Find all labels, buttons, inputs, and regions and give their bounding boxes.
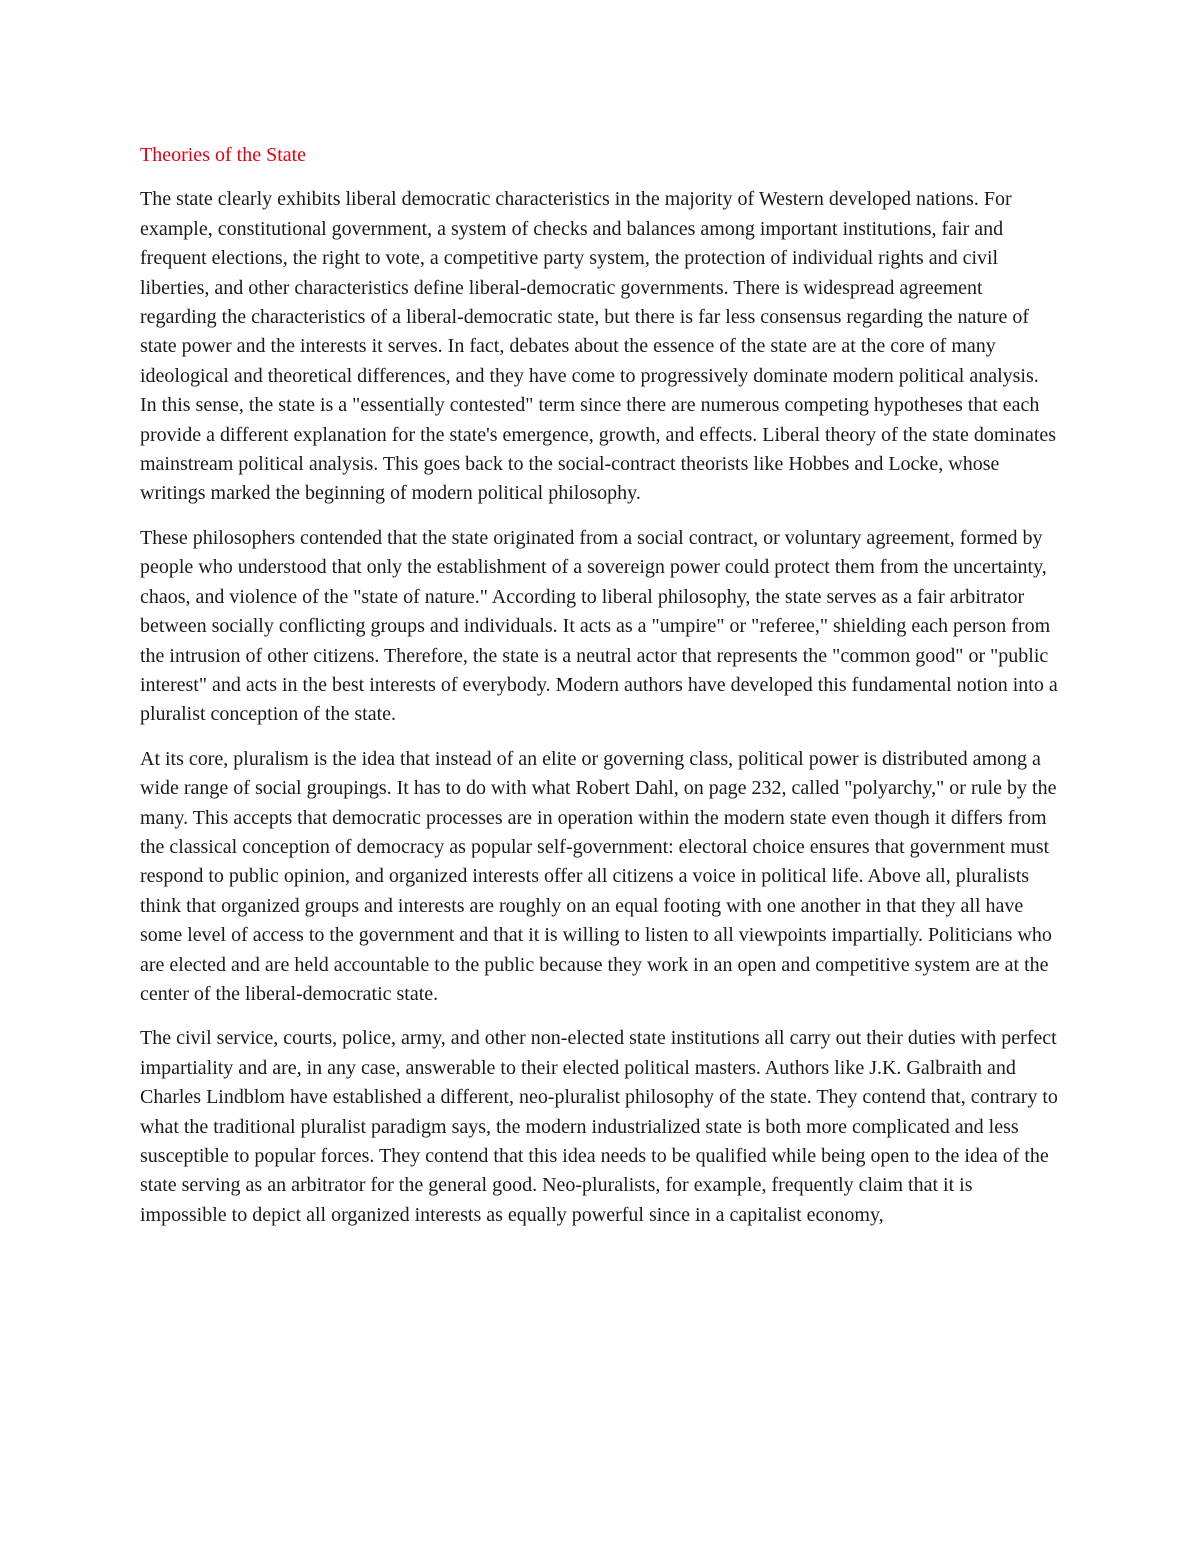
paragraph: The state clearly exhibits liberal democratic characteristics in the majority of Western developed nations. For example, constitutional government, a system of checks and balances among important institutions, fair and frequent elections, the right to vote, a competitive party system, the protection of individual rights and civil liberties, and other characteristics define liberal-democratic governments. There is widespread agreement regarding the characteristics of a liberal-democratic state, but there is far less consensus regarding the nature of state power and the interests it serves. In fact, debates about the essence of the state are at the core of many ideological and theoretical differences, and they have come to progressively dominate modern political analysis. In this sense, the state is a "essentially contested" term since there are numerous competing hypotheses that each provide a different explanation for the state's emergence, growth, and effects. Liberal theory of the state dominates mainstream political analysis. This goes back to the social-contract theorists like Hobbes and Locke, whose writings marked the beginning of modern political philosophy.	[140, 188, 1057, 505]
paragraph: At its core, pluralism is the idea that instead of an elite or governing class, political power is distributed among a wide range of social groupings. It has to do with what Robert Dahl, on page 232, called "polyarchy," or rule by the many. This accepts that democratic processes are in operation within the modern state even though it differs from the classical conception of democracy as popular self-government: electoral choice ensures that government must respond to public opinion, and organized interests offer all citizens a voice in political life. Above all, pluralists think that organized groups and interests are roughly on an equal footing with one another in that they all have some level of access to the government and that it is willing to listen to all viewpoints impartially. Politicians who are elected and are held accountable to the public because they work in an open and competitive system are at the center of the liberal-democratic state.	[140, 747, 1057, 1005]
document-title: Theories of the State	[140, 144, 307, 166]
paragraph: The civil service, courts, police, army, and other non-elected state institutions all carry out their duties with perfect impartiality and are, in any case, answerable to their elected political masters. Authors like J.K. Galbraith and Charles Lindblom have established a different, neo-pluralist philosophy of the state. They contend that, contrary to what the traditional pluralist paradigm says, the modern industrialized state is both more complicated and less susceptible to popular forces. They contend that this idea needs to be qualified while being open to the idea of the state serving as an arbitrator for the general good. Neo-pluralists, for example, frequently claim that it is impossible to depict all organized interests as equally powerful since in a capitalist economy,	[140, 1027, 1058, 1226]
document-body	[140, 141, 1060, 1245]
paragraph: These philosophers contended that the state originated from a social contract, or voluntary agreement, formed by people who understood that only the establishment of a sovereign power could protect them from the uncertainty, chaos, and violence of the "state of nature." According to liberal philosophy, the state serves as a fair arbitrator between socially conflicting groups and individuals. It acts as a "umpire" or "referee," shielding each person from the intrusion of other citizens. Therefore, the state is a neutral actor that represents the "common good" or "public interest" and acts in the best interests of everybody. Modern authors have developed this fundamental notion into a pluralist conception of the state.	[140, 526, 1058, 726]
